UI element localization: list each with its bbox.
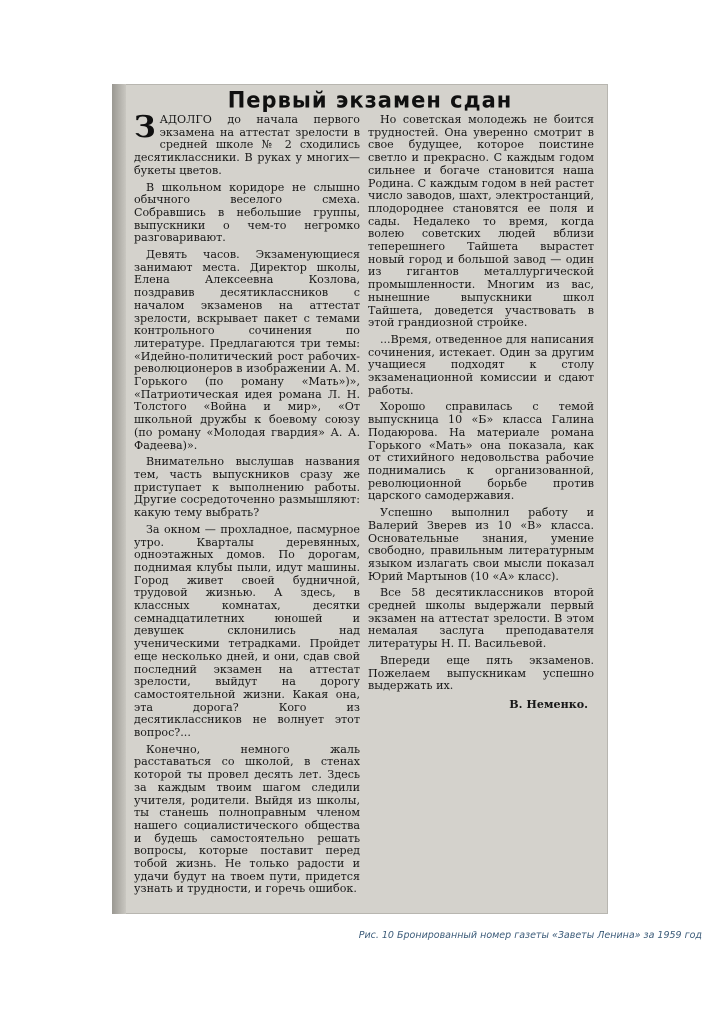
article-paragraph: Все 58 десятиклассников второй средней школы выдержали первый экзамен на аттестат зрелости. В этом немалая заслуга преподавателя литературы Н. П. Васильевой. <box>368 586 594 651</box>
article-column-left <box>134 114 360 908</box>
article-paragraph: Конечно, немного жаль расставаться со школой, в стенах которой ты провел десять лет. Здесь за каждым твоим шагом следили учителя, родители. Выйдя из школы, ты станешь полноправным членом нашего социалистического общества и будешь самостоятельно решать вопросы, которые поставит перед тобой жизнь. Не только радости и удачи будут на твоем пути, придется узнать и трудности, и горечь ошибок. <box>134 742 360 896</box>
article-column-right <box>368 114 594 908</box>
article-paragraph: В школьном коридоре не слышно обычного веселого смеха. Собравшись в небольшие группы, выпускники о чем-то негромко разговаривают. <box>134 180 360 245</box>
article-paragraph: Успешно выполнил работу и Валерий Зверев из 10 «В» класса. Основательные знания, умение свободно, правильным литературным языком излагать свои мысли показал Юрий Мартынов (10 «А» класс). <box>368 506 594 583</box>
article-paragraph: Но советская молодежь не боится трудностей. Она уверенно смотрит в свое будущее, которое поистине светло и прекрасно. С каждым годом сильнее и богаче становится наша Родина. С каждым годом в ней растет число заводов, шахт, электростанций, плодороднее становятся ее поля и сады. Недалеко то время, когда волею советских людей вблизи теперешнего Тайшета вырастет новый город и большой завод — один из гигантов металлургической промышленности. Многим из вас, нынешние выпускники школ Тайшета, доведется участвовать в этой грандиозной стройке. <box>368 114 594 330</box>
figure-caption: Рис. 10 Бронированный номер газеты «Заветы Ленина» за 1959 год <box>358 930 702 941</box>
newspaper-clipping <box>112 84 608 914</box>
article-paragraph: Девять часов. Экзаменующиеся занимают места. Директор школы, Елена Алексеевна Козлова, поздравив десятиклассников с началом экзаменов на аттестат зрелости, вскрывает пакет с темами контрольного сочинения по литературе. Предлагаются три темы: «Идейно-политический рост рабочих-революционеров в изображении А. М. Горького (по роману «Мать»)», «Патриотическая идея романа Л. Н. Толстого «Война и мир», «От школьной дружбы к боевому союзу (по роману «Молодая гвардия» А. А. Фадеева)». <box>134 248 360 452</box>
article-paragraph: ...Время, отведенное для написания сочинения, истекает. Один за другим учащиеся подходят к столу экзаменационной комиссии и сдают работы. <box>368 332 594 397</box>
article-paragraph: За окном — прохладное, пасмурное утро. Кварталы деревянных, одноэтажных домов. По дорогам, поднимая клубы пыли, идут машины. Город живет своей будничной, трудовой жизнью. А здесь, в классных комнатах, десятки семнадцатилетних юношей и девушек склонились над ученическими тетрадками. Пройдет еще несколько дней, и они, сдав свой последний экзамен на аттестат зрелости, выйдут на дорогу самостоятельной жизни. Какая она, эта дорога? Кого из десятиклассников не волнует этот вопрос?... <box>134 522 360 740</box>
article-paragraph: ЗАДОЛГО до начала первого экзамена на аттестат зрелости в средней школе № 2 сходились десятиклассники. В руках у многих—букеты цветов. <box>134 114 360 177</box>
article-paragraph: Хорошо справилась с темой выпускница 10 «Б» класса Галина Подаюрова. На материале романа Горького «Мать» она показала, как от стихийного недовольства рабочие поднимались к организованной, революционной борьбе против царского самодержавия. <box>368 400 594 503</box>
article-headline: Первый экзамен сдан <box>227 87 513 113</box>
article-paragraph: Внимательно выслушав названия тем, часть выпускников сразу же приступает к выполнению работы. Другие сосредоточенно размышляют: какую тему выбрать? <box>134 455 360 520</box>
article-paragraph: Впереди еще пять экзаменов. Пожелаем выпускникам успешно выдержать их. <box>368 653 594 693</box>
drop-cap: З <box>134 114 156 145</box>
article-signature: В. Неменко. <box>509 697 588 711</box>
